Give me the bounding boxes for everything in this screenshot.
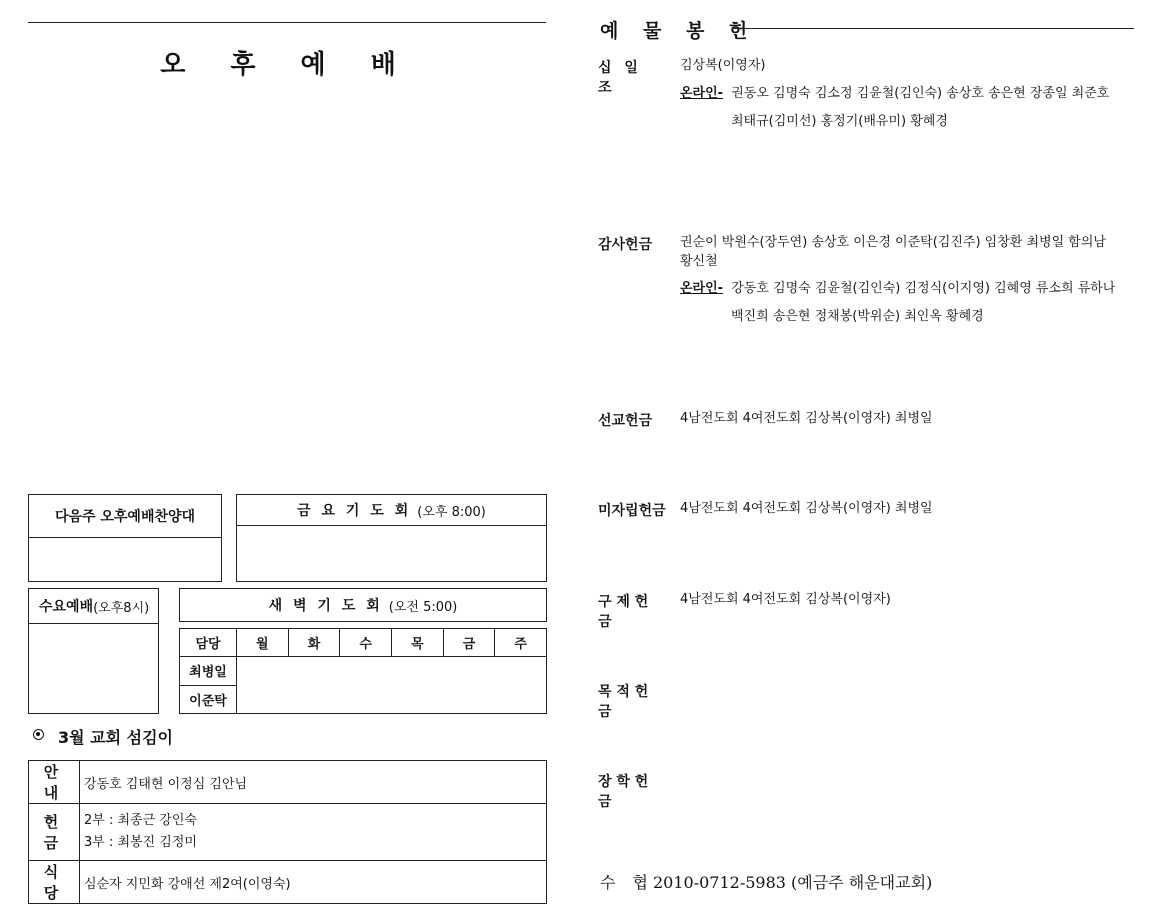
bank-label: 수 협 bbox=[600, 873, 654, 892]
dawn-prayer-header-box bbox=[179, 588, 547, 622]
dawn-prayer-row bbox=[180, 657, 547, 685]
choir-box-title: 다음주 오후예배찬양대 bbox=[54, 509, 196, 525]
friday-prayer-box bbox=[236, 494, 547, 582]
wednesday-worship-header bbox=[29, 589, 158, 624]
relief-label: 구 제 헌 금 bbox=[598, 594, 649, 630]
thanks-text bbox=[680, 232, 1115, 327]
tithe-text bbox=[680, 55, 1109, 132]
mission-text: 4남전도회 4여전도회 김상복(이영자) 최병일 bbox=[680, 411, 933, 426]
thanks-online-names: 강동호 김명숙 김윤철(김인숙) 김정식(이지영) 김혜영 류소희 류하나 bbox=[731, 281, 1116, 296]
friday-prayer-time: (오후 8:00) bbox=[417, 504, 486, 520]
thanks-online-label: 온라인- bbox=[680, 281, 724, 296]
serve-heading: 3월 교회 섬김이 bbox=[58, 728, 174, 747]
bank-account: 2010-0712-5983 (예금주 해운대교회) bbox=[653, 873, 933, 892]
purpose-label: 목 적 헌 금 bbox=[598, 684, 649, 720]
bullet-icon bbox=[33, 729, 44, 740]
dawn-row-leader: 최병일 bbox=[180, 657, 237, 685]
friday-prayer-header bbox=[237, 495, 546, 526]
tithe-online-line bbox=[680, 83, 1109, 104]
dawn-schedule-cell bbox=[237, 657, 547, 714]
dawn-col-thu: 목 bbox=[391, 629, 443, 657]
dawn-prayer-table bbox=[179, 628, 547, 714]
serve-row-line: 3부 : 최봉진 김정미 bbox=[84, 835, 197, 850]
dawn-col-fri: 금 bbox=[443, 629, 495, 657]
land-label: 미자립헌금 bbox=[598, 503, 666, 519]
tithe-online-line: 최태규(김미선) 홍정기(배유미) 황혜경 bbox=[731, 114, 948, 129]
dawn-col-wed: 수 bbox=[340, 629, 392, 657]
wednesday-worship-time: (오후8시) bbox=[93, 600, 150, 616]
serve-row-line: 2부 : 최종근 강인숙 bbox=[84, 813, 197, 828]
top-rule-left bbox=[28, 22, 546, 23]
dawn-col-mon: 월 bbox=[237, 629, 289, 657]
choir-box bbox=[28, 494, 222, 582]
serve-table bbox=[28, 760, 547, 904]
thanks-line: 황신철 bbox=[680, 254, 718, 269]
serve-row bbox=[29, 804, 547, 861]
tithe-label: 십 일 조 bbox=[598, 60, 642, 96]
dawn-prayer-time: (오전 5:00) bbox=[388, 599, 458, 615]
serve-row-value bbox=[80, 861, 547, 904]
tithe-online-label: 온라인- bbox=[680, 86, 724, 101]
service-title: 오 후 예 배 bbox=[160, 50, 414, 80]
serve-row-line: 강동호 김태현 이정심 김안님 bbox=[84, 776, 248, 792]
thanks-label: 감사헌금 bbox=[598, 237, 653, 253]
dawn-col-tue: 화 bbox=[288, 629, 340, 657]
thanks-online-line: 백진희 송은현 정채봉(박위순) 최인옥 황혜경 bbox=[731, 309, 984, 324]
serve-row-label: 식 당 bbox=[29, 861, 80, 904]
dawn-prayer-title: 새 벽 기 도 회 bbox=[268, 598, 383, 614]
scholar-label: 장 학 헌 금 bbox=[598, 774, 649, 810]
mission-label: 선교헌금 bbox=[598, 413, 653, 429]
offering-heading-rule bbox=[733, 28, 1134, 29]
serve-row-label: 안 내 bbox=[29, 761, 80, 804]
dawn-row-leader: 이준탁 bbox=[180, 685, 237, 713]
tithe-online-names: 권동오 김명숙 김소정 김윤철(김인숙) 송상호 송은현 장종일 최준호 bbox=[731, 86, 1110, 101]
offering-heading: 예 물 봉 헌 bbox=[600, 20, 757, 42]
serve-row bbox=[29, 861, 547, 904]
land-text: 4남전도회 4여전도회 김상복(이영자) 최병일 bbox=[680, 501, 933, 516]
thanks-line: 권순이 박원수(장두연) 송상호 이은경 이준탁(김진주) 임창환 최병일 함의남 bbox=[680, 235, 1106, 250]
serve-row-value bbox=[80, 804, 547, 861]
friday-prayer-title: 금 요 기 도 회 bbox=[297, 503, 412, 519]
tithe-line: 김상복(이영자) bbox=[680, 58, 766, 73]
dawn-col-head: 담당 bbox=[180, 629, 237, 657]
dawn-prayer-columns bbox=[180, 629, 547, 657]
thanks-online-line bbox=[680, 278, 1115, 299]
relief-text: 4남전도회 4여전도회 김상복(이영자) bbox=[680, 592, 891, 607]
wednesday-worship-box bbox=[28, 588, 159, 714]
serve-row bbox=[29, 761, 547, 804]
dawn-col-sun: 주 bbox=[495, 629, 547, 657]
serve-row-value bbox=[80, 761, 547, 804]
wednesday-worship-title: 수요예배 bbox=[39, 599, 94, 615]
serve-row-label: 헌 금 bbox=[29, 804, 80, 861]
choir-box-header bbox=[29, 495, 221, 538]
serve-row-line: 심순자 지민화 강애선 제2여(이영숙) bbox=[84, 876, 291, 892]
dawn-prayer-header bbox=[180, 589, 546, 621]
